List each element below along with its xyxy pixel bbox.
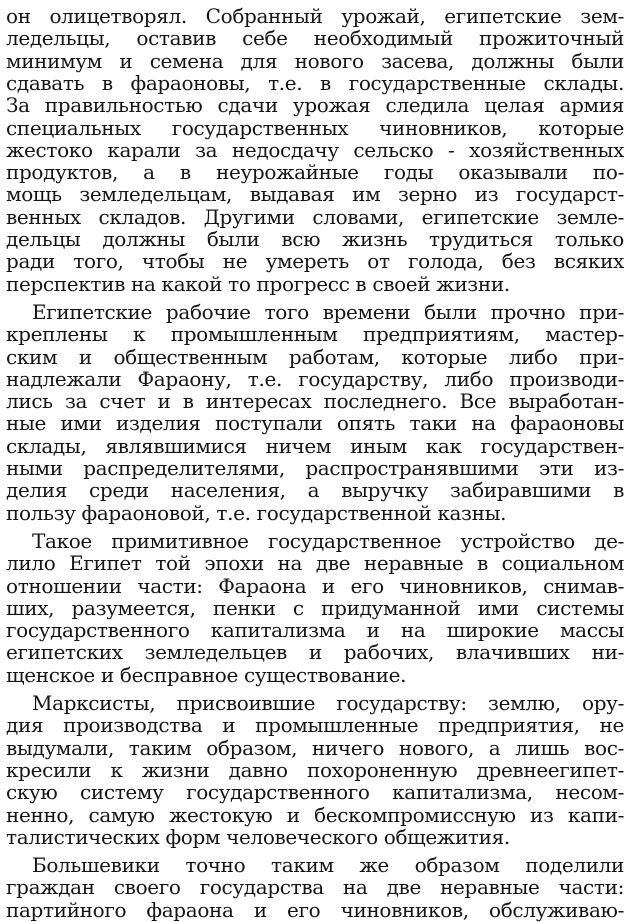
text-line: ные ими изделия поступали опять таки на фараоновы — [6, 411, 624, 436]
text-line: партийного фараона и его чиновников, обслуживаю- — [6, 897, 624, 922]
text-line: надлежали Фараону, т.е. государству, либо производи- — [6, 366, 624, 391]
text-line: ради того, чтобы не умереть от голода, без всяких — [6, 249, 624, 274]
text-line: Марксисты, присвоившие государству: землю, ору- — [32, 691, 624, 715]
text-line: египетских земледельцев и рабочих, влачивших ни- — [6, 640, 624, 665]
text-line: венных складов. Другими словами, египетские земле- — [6, 204, 624, 229]
text-line: дельцы должны были всю жизнь трудиться только — [6, 227, 624, 251]
text-line: дия производства и промышленные предприятия, не — [6, 713, 624, 738]
text-line: он олицетворял. Собранный урожай, египетские зем- — [6, 4, 624, 28]
text-line: продуктов, а в неурожайные годы оказывали по- — [6, 160, 624, 185]
text-line: Египетские рабочие того времени были прочно при- — [32, 299, 624, 324]
text-line: лись за счет и в интересах последнего. Все выработан- — [6, 389, 624, 414]
text-line: государственного капитализма и на широкие массы — [6, 618, 624, 643]
text-line: минимум и семена для нового засева, должны были — [6, 48, 624, 73]
text-line: мощь земледельцам, выдавая им зерно из государст- — [6, 182, 624, 207]
text-line: ших, разумеется, пенки с придуманной ими системы — [6, 595, 624, 620]
text-line: граждан своего государства на две неравные части: — [6, 875, 624, 900]
text-line: пользу фараоновой, т.е. государственной казны. — [6, 500, 507, 525]
text-line: кресили к жизни давно похороненную древнеегипет- — [6, 757, 624, 782]
text-line: ными распределителями, распространявшими эти из- — [6, 456, 624, 480]
text-line: ледельцы, оставив себе необходимый прожиточный — [6, 26, 624, 51]
text-line: скую систему государственного капитализма, несом- — [6, 780, 624, 805]
text-line: склады, являвшимися ничем иным как государствен- — [6, 433, 624, 458]
text-line: перспектив на какой то прогресс в своей жизни. — [6, 271, 510, 296]
text-line: ским и общественным работам, которые либо при- — [6, 344, 624, 369]
text-line: талистических форм человеческого общежития. — [6, 824, 510, 849]
text-line: Большевики точно таким же образом поделили — [32, 853, 624, 878]
text-line: делия среди населения, а выручку забиравшими в — [6, 478, 624, 503]
text-line: жестоко карали за недосдачу сельско - хозяйственных — [6, 137, 624, 162]
text-line: лило Египет той эпохи на две неравные в социальном — [6, 551, 624, 576]
text-line: щенское и бесправное существование. — [6, 662, 407, 687]
text-line: специальных государственных чиновников, которые — [6, 115, 624, 140]
text-line: За правильностью сдачи урожая следила целая армия — [6, 93, 624, 118]
text-line: Такое примитивное государственное устройство де- — [32, 528, 624, 553]
text-line: ненно, самую жестокую и бескомпромиссную из капи- — [6, 802, 624, 827]
text-line: выдумали, таким образом, ничего нового, а лишь вос- — [6, 735, 624, 760]
text-line: отношении части: Фараона и его чиновников, снимав- — [6, 573, 624, 598]
text-line: сдавать в фараоновы, т.е. в государственные склады. — [6, 70, 624, 95]
text-line: креплены к промышленным предприятиям, мастер- — [6, 322, 624, 347]
